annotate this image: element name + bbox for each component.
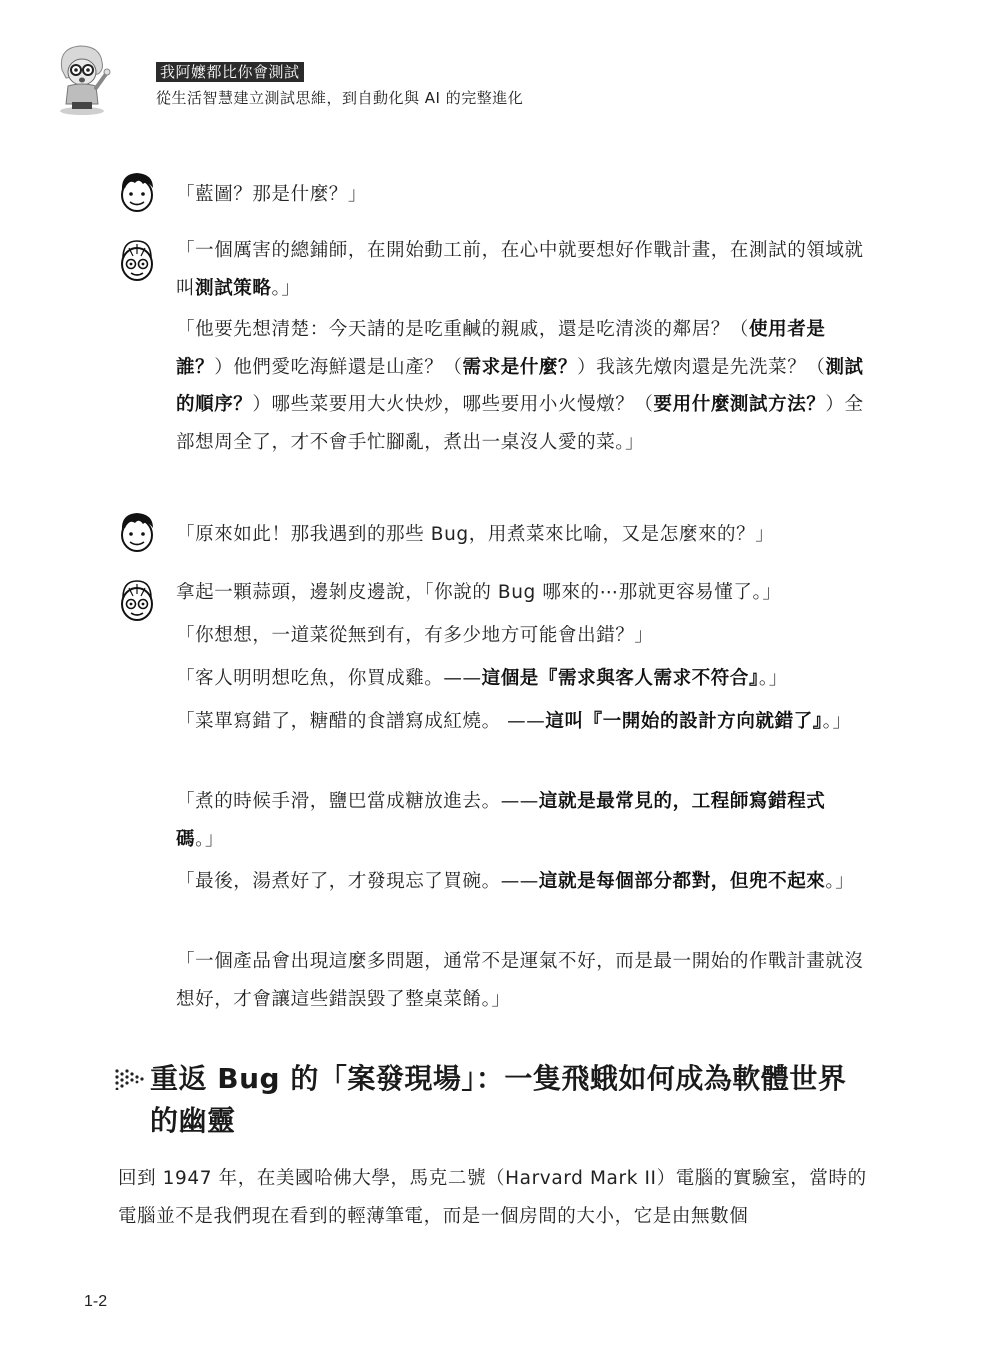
- body-paragraph: 回到 1947 年，在美國哈佛大學，馬克二號（Harvard Mark II）電腦的實驗室，當時的電腦並不是我們現在看到的輕薄筆電，而是一個房間的大小，它是由無數個: [118, 1168, 867, 1227]
- boy-avatar-icon: [117, 510, 157, 554]
- dialogue-line: 「你想想，一道菜從無到有，有多少地方可能會出錯？」: [176, 625, 654, 646]
- dialogue-paragraph: 「煮的時候手滑，鹽巴當成糖放進去。——這就是最常見的，工程師寫錯程式碼。」: [176, 791, 826, 850]
- dialogue-line: 「客人明明想吃魚，你買成雞。——這個是『需求與客人需求不符合』。」: [176, 668, 788, 689]
- dotted-arrow-icon: [114, 1068, 144, 1090]
- page-number: 1-2: [84, 1293, 108, 1310]
- boy-avatar-icon: [117, 170, 157, 214]
- dialogue-paragraph: 「菜單寫錯了，糖醋的食譜寫成紅燒。 ——這叫『一開始的設計方向就錯了』。」: [176, 711, 852, 732]
- dialogue-paragraph: 「他要先想清楚：今天請的是吃重鹹的親戚，還是吃清淡的鄰居？（使用者是誰？）他們愛吃海鮮還是山產？（需求是什麼？）我該先燉肉還是先洗菜？（測試的順序？）哪些菜要用大火快炒，哪些要用小火慢燉？（要用什麼測試方法？）全部想周全了，才不會手忙腳亂，煮出一桌沒人愛的菜。」: [176, 319, 864, 453]
- grandma-avatar-icon: [117, 578, 157, 622]
- dialogue-line: 「原來如此！那我遇到的那些 Bug，用煮菜來比喻，又是怎麼來的？」: [176, 524, 775, 545]
- book-title: 我阿嬤都比你會測試: [156, 62, 304, 82]
- section-heading: 重返 Bug 的「案發現場」：一隻飛蛾如何成為軟體世界的幽靈: [150, 1062, 847, 1137]
- dialogue-paragraph: 「一個厲害的總鋪師，在開始動工前，在心中就要想好作戰計畫，在測試的領域就叫測試策略。」: [176, 240, 864, 299]
- dialogue-paragraph: 「一個產品會出現這麼多問題，通常不是運氣不好，而是最一開始的作戰計畫就沒想好，才會讓這些錯誤毀了整桌菜餚。」: [176, 951, 864, 1010]
- running-header: [52, 40, 612, 120]
- dialogue-paragraph: 「最後，湯煮好了，才發現忘了買碗。——這就是每個部分都對，但兜不起來。」: [176, 871, 855, 892]
- grandma-mascot-icon: [52, 40, 114, 116]
- dialogue-line: 拿起一顆蒜頭，邊剝皮邊說，「你說的 Bug 哪來的⋯那就更容易懂了。」: [176, 582, 782, 603]
- grandma-avatar-icon: [117, 238, 157, 282]
- book-subtitle: 從生活智慧建立測試思維，到自動化與 AI 的完整進化: [156, 89, 524, 107]
- dialogue-line: 「藍圖？那是什麼？」: [176, 184, 368, 205]
